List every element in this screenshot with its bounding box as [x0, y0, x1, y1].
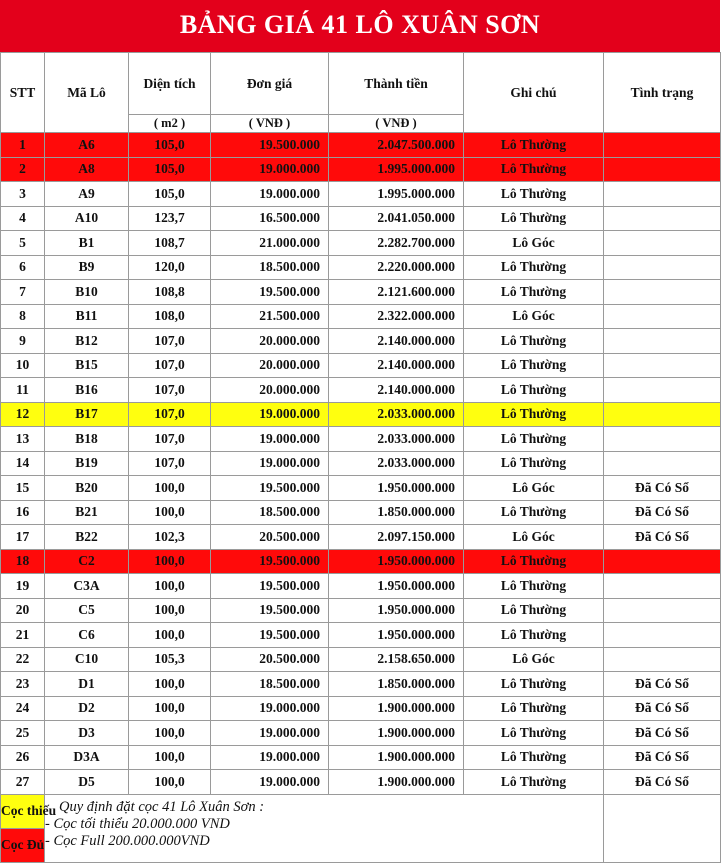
cell-don-gia: 20.000.000: [211, 378, 329, 403]
cell-ghi-chu: Lô Thường: [464, 696, 604, 721]
cell-stt: 11: [1, 378, 45, 403]
cell-ghi-chu: Lô Góc: [464, 231, 604, 256]
cell-don-gia: 16.500.000: [211, 206, 329, 231]
cell-don-gia: 21.000.000: [211, 231, 329, 256]
cell-ma-lo: B21: [45, 500, 129, 525]
cell-don-gia: 19.500.000: [211, 623, 329, 648]
table-row: [1, 476, 721, 501]
cell-ma-lo: C2: [45, 549, 129, 574]
table-row: [1, 182, 721, 207]
cell-dien-tich: 107,0: [129, 329, 211, 354]
cell-tinh-trang: [604, 182, 721, 207]
cell-dien-tich: 100,0: [129, 770, 211, 795]
cell-ghi-chu: Lô Góc: [464, 647, 604, 672]
cell-tinh-trang: [604, 304, 721, 329]
cell-ghi-chu: Lô Thường: [464, 157, 604, 182]
cell-ma-lo: C5: [45, 598, 129, 623]
cell-ghi-chu: Lô Thường: [464, 721, 604, 746]
cell-dien-tich: 120,0: [129, 255, 211, 280]
cell-stt: 25: [1, 721, 45, 746]
table-row: [1, 280, 721, 305]
cell-thanh-tien: 1.950.000.000: [329, 623, 464, 648]
cell-thanh-tien: 1.950.000.000: [329, 476, 464, 501]
cell-stt: 9: [1, 329, 45, 354]
cell-thanh-tien: 1.900.000.000: [329, 745, 464, 770]
table-row: [1, 770, 721, 795]
cell-tinh-trang: [604, 647, 721, 672]
cell-don-gia: 19.500.000: [211, 280, 329, 305]
table-row: [1, 206, 721, 231]
table-row: [1, 133, 721, 158]
cell-stt: 5: [1, 231, 45, 256]
cell-ghi-chu: Lô Góc: [464, 476, 604, 501]
cell-tinh-trang: Đã Có Sổ: [604, 500, 721, 525]
cell-stt: 20: [1, 598, 45, 623]
footer-blank-cell: [604, 794, 721, 862]
header-ghi-chu: Ghi chú: [464, 53, 604, 133]
cell-don-gia: 21.500.000: [211, 304, 329, 329]
cell-thanh-tien: 2.033.000.000: [329, 451, 464, 476]
cell-stt: 7: [1, 280, 45, 305]
cell-don-gia: 19.000.000: [211, 770, 329, 795]
cell-dien-tich: 105,0: [129, 133, 211, 158]
cell-dien-tich: 100,0: [129, 623, 211, 648]
table-row: [1, 304, 721, 329]
cell-ma-lo: A8: [45, 157, 129, 182]
cell-stt: 8: [1, 304, 45, 329]
cell-ma-lo: C6: [45, 623, 129, 648]
cell-tinh-trang: [604, 427, 721, 452]
cell-ma-lo: B12: [45, 329, 129, 354]
cell-ma-lo: B1: [45, 231, 129, 256]
cell-thanh-tien: 2.282.700.000: [329, 231, 464, 256]
table-row: [1, 549, 721, 574]
cell-dien-tich: 100,0: [129, 549, 211, 574]
cell-tinh-trang: [604, 451, 721, 476]
header-thanh-tien: Thành tiền: [329, 53, 464, 115]
header-stt: STT: [1, 53, 45, 133]
cell-ghi-chu: Lô Thường: [464, 378, 604, 403]
cell-ma-lo: C3A: [45, 574, 129, 599]
cell-tinh-trang: [604, 378, 721, 403]
cell-thanh-tien: 1.950.000.000: [329, 598, 464, 623]
cell-tinh-trang: Đã Có Sổ: [604, 770, 721, 795]
cell-dien-tich: 100,0: [129, 721, 211, 746]
cell-tinh-trang: [604, 402, 721, 427]
cell-ghi-chu: Lô Thường: [464, 133, 604, 158]
cell-stt: 6: [1, 255, 45, 280]
cell-don-gia: 20.000.000: [211, 353, 329, 378]
table-row: [1, 500, 721, 525]
cell-stt: 2: [1, 157, 45, 182]
table-row: [1, 329, 721, 354]
cell-thanh-tien: 2.322.000.000: [329, 304, 464, 329]
cell-ma-lo: C10: [45, 647, 129, 672]
cell-thanh-tien: 1.850.000.000: [329, 500, 464, 525]
cell-ma-lo: B9: [45, 255, 129, 280]
cell-dien-tich: 102,3: [129, 525, 211, 550]
cell-stt: 17: [1, 525, 45, 550]
cell-don-gia: 20.500.000: [211, 647, 329, 672]
cell-don-gia: 18.500.000: [211, 500, 329, 525]
table-row: [1, 745, 721, 770]
deposit-note-line: - Cọc Full 200.000.000VND: [45, 832, 210, 849]
cell-tinh-trang: [604, 623, 721, 648]
cell-ghi-chu: Lô Góc: [464, 525, 604, 550]
table-row: [1, 598, 721, 623]
cell-thanh-tien: 1.850.000.000: [329, 672, 464, 697]
cell-ghi-chu: Lô Thường: [464, 623, 604, 648]
cell-don-gia: 19.000.000: [211, 182, 329, 207]
cell-don-gia: 20.500.000: [211, 525, 329, 550]
table-row: [1, 696, 721, 721]
cell-thanh-tien: 2.097.150.000: [329, 525, 464, 550]
table-row: [1, 525, 721, 550]
cell-don-gia: 19.500.000: [211, 133, 329, 158]
cell-ghi-chu: Lô Thường: [464, 427, 604, 452]
cell-ma-lo: B17: [45, 402, 129, 427]
cell-ma-lo: B15: [45, 353, 129, 378]
unit-don-gia: ( VNĐ ): [211, 115, 329, 133]
cell-stt: 22: [1, 647, 45, 672]
cell-stt: 10: [1, 353, 45, 378]
unit-dien-tich: ( m2 ): [129, 115, 211, 133]
header-tinh-trang: Tình trạng: [604, 53, 721, 133]
cell-tinh-trang: [604, 598, 721, 623]
cell-thanh-tien: 1.995.000.000: [329, 182, 464, 207]
cell-don-gia: 19.500.000: [211, 574, 329, 599]
cell-ma-lo: B16: [45, 378, 129, 403]
cell-ma-lo: B19: [45, 451, 129, 476]
cell-dien-tich: 105,3: [129, 647, 211, 672]
cell-ghi-chu: Lô Thường: [464, 500, 604, 525]
cell-don-gia: 19.000.000: [211, 157, 329, 182]
cell-ma-lo: D3: [45, 721, 129, 746]
table-row: [1, 255, 721, 280]
cell-ma-lo: D1: [45, 672, 129, 697]
cell-dien-tich: 105,0: [129, 157, 211, 182]
unit-thanh-tien: ( VNĐ ): [329, 115, 464, 133]
cell-ghi-chu: Lô Thường: [464, 329, 604, 354]
cell-stt: 26: [1, 745, 45, 770]
cell-don-gia: 20.000.000: [211, 329, 329, 354]
cell-tinh-trang: Đã Có Sổ: [604, 745, 721, 770]
cell-ma-lo: D5: [45, 770, 129, 795]
cell-thanh-tien: 2.220.000.000: [329, 255, 464, 280]
deposit-note-line: Quy định đặt cọc 41 Lô Xuân Sơn :: [59, 798, 265, 815]
cell-dien-tich: 108,0: [129, 304, 211, 329]
cell-ma-lo: A6: [45, 133, 129, 158]
cell-dien-tich: 107,0: [129, 402, 211, 427]
cell-dien-tich: 107,0: [129, 427, 211, 452]
cell-ghi-chu: Lô Thường: [464, 574, 604, 599]
cell-tinh-trang: [604, 549, 721, 574]
cell-tinh-trang: Đã Có Sổ: [604, 672, 721, 697]
cell-ghi-chu: Lô Thường: [464, 280, 604, 305]
table-row: [1, 451, 721, 476]
cell-stt: 21: [1, 623, 45, 648]
cell-don-gia: 19.500.000: [211, 476, 329, 501]
cell-dien-tich: 123,7: [129, 206, 211, 231]
cell-ghi-chu: Lô Thường: [464, 549, 604, 574]
cell-dien-tich: 107,0: [129, 353, 211, 378]
cell-ghi-chu: Lô Thường: [464, 451, 604, 476]
price-table: [0, 52, 721, 863]
cell-ghi-chu: Lô Thường: [464, 672, 604, 697]
table-row: [1, 427, 721, 452]
cell-thanh-tien: 1.950.000.000: [329, 574, 464, 599]
cell-thanh-tien: 1.900.000.000: [329, 696, 464, 721]
cell-tinh-trang: Đã Có Sổ: [604, 696, 721, 721]
cell-thanh-tien: 2.158.650.000: [329, 647, 464, 672]
cell-stt: 18: [1, 549, 45, 574]
cell-dien-tich: 100,0: [129, 745, 211, 770]
cell-stt: 12: [1, 402, 45, 427]
cell-ghi-chu: Lô Thường: [464, 598, 604, 623]
page-title: BẢNG GIÁ 41 LÔ XUÂN SƠN: [0, 0, 720, 52]
cell-stt: 15: [1, 476, 45, 501]
table-row: [1, 647, 721, 672]
table-row: [1, 574, 721, 599]
cell-thanh-tien: 2.041.050.000: [329, 206, 464, 231]
cell-ma-lo: B22: [45, 525, 129, 550]
cell-ghi-chu: Lô Thường: [464, 402, 604, 427]
cell-dien-tich: 107,0: [129, 451, 211, 476]
cell-ghi-chu: Lô Thường: [464, 745, 604, 770]
table-row: [1, 721, 721, 746]
cell-thanh-tien: 2.140.000.000: [329, 329, 464, 354]
cell-stt: 14: [1, 451, 45, 476]
cell-ma-lo: B11: [45, 304, 129, 329]
cell-don-gia: 18.500.000: [211, 672, 329, 697]
cell-don-gia: 19.500.000: [211, 598, 329, 623]
table-row: [1, 402, 721, 427]
cell-stt: 1: [1, 133, 45, 158]
cell-thanh-tien: 1.950.000.000: [329, 549, 464, 574]
cell-dien-tich: 100,0: [129, 672, 211, 697]
cell-tinh-trang: [604, 157, 721, 182]
cell-dien-tich: 100,0: [129, 476, 211, 501]
cell-dien-tich: 100,0: [129, 500, 211, 525]
deposit-note: [45, 794, 604, 862]
header-don-gia: Đơn giá: [211, 53, 329, 115]
cell-stt: 19: [1, 574, 45, 599]
cell-dien-tich: 107,0: [129, 378, 211, 403]
cell-stt: 3: [1, 182, 45, 207]
cell-thanh-tien: 2.033.000.000: [329, 427, 464, 452]
cell-don-gia: 18.500.000: [211, 255, 329, 280]
cell-tinh-trang: [604, 574, 721, 599]
cell-tinh-trang: Đã Có Sổ: [604, 721, 721, 746]
cell-don-gia: 19.000.000: [211, 402, 329, 427]
cell-ghi-chu: Lô Thường: [464, 770, 604, 795]
table-row: [1, 378, 721, 403]
cell-dien-tich: 100,0: [129, 574, 211, 599]
cell-thanh-tien: 2.140.000.000: [329, 378, 464, 403]
cell-ghi-chu: Lô Thường: [464, 255, 604, 280]
cell-tinh-trang: [604, 280, 721, 305]
cell-tinh-trang: Đã Có Sổ: [604, 476, 721, 501]
cell-dien-tich: 100,0: [129, 696, 211, 721]
cell-tinh-trang: [604, 353, 721, 378]
cell-thanh-tien: 2.121.600.000: [329, 280, 464, 305]
cell-thanh-tien: 2.047.500.000: [329, 133, 464, 158]
cell-stt: 23: [1, 672, 45, 697]
cell-ghi-chu: Lô Thường: [464, 206, 604, 231]
cell-stt: 4: [1, 206, 45, 231]
cell-stt: 13: [1, 427, 45, 452]
cell-tinh-trang: [604, 255, 721, 280]
cell-ma-lo: B20: [45, 476, 129, 501]
cell-ma-lo: D3A: [45, 745, 129, 770]
cell-tinh-trang: [604, 133, 721, 158]
cell-ma-lo: A9: [45, 182, 129, 207]
cell-stt: 27: [1, 770, 45, 795]
cell-don-gia: 19.000.000: [211, 427, 329, 452]
cell-don-gia: 19.500.000: [211, 549, 329, 574]
cell-don-gia: 19.000.000: [211, 721, 329, 746]
coc-du-label: Cọc Đủ: [1, 828, 45, 862]
cell-ghi-chu: Lô Thường: [464, 353, 604, 378]
cell-don-gia: 19.000.000: [211, 745, 329, 770]
cell-don-gia: 19.000.000: [211, 451, 329, 476]
cell-ghi-chu: Lô Thường: [464, 182, 604, 207]
cell-tinh-trang: Đã Có Sổ: [604, 525, 721, 550]
cell-thanh-tien: 2.033.000.000: [329, 402, 464, 427]
cell-dien-tich: 105,0: [129, 182, 211, 207]
cell-thanh-tien: 2.140.000.000: [329, 353, 464, 378]
table-row: [1, 231, 721, 256]
cell-ma-lo: B18: [45, 427, 129, 452]
cell-thanh-tien: 1.900.000.000: [329, 770, 464, 795]
header-dien-tich: Diện tích: [129, 53, 211, 115]
coc-thieu-label: Cọc thiếu: [1, 794, 45, 828]
cell-dien-tich: 108,7: [129, 231, 211, 256]
cell-dien-tich: 100,0: [129, 598, 211, 623]
cell-ma-lo: B10: [45, 280, 129, 305]
table-body: [1, 133, 721, 795]
cell-thanh-tien: 1.995.000.000: [329, 157, 464, 182]
cell-dien-tich: 108,8: [129, 280, 211, 305]
cell-ma-lo: D2: [45, 696, 129, 721]
cell-ghi-chu: Lô Góc: [464, 304, 604, 329]
cell-tinh-trang: [604, 206, 721, 231]
table-row: [1, 623, 721, 648]
cell-ma-lo: A10: [45, 206, 129, 231]
table-row: [1, 672, 721, 697]
cell-thanh-tien: 1.900.000.000: [329, 721, 464, 746]
cell-stt: 16: [1, 500, 45, 525]
cell-don-gia: 19.000.000: [211, 696, 329, 721]
cell-tinh-trang: [604, 329, 721, 354]
table-row: [1, 353, 721, 378]
header-ma-lo: Mã Lô: [45, 53, 129, 133]
cell-stt: 24: [1, 696, 45, 721]
table-row: [1, 157, 721, 182]
deposit-note-line: - Cọc tối thiểu 20.000.000 VND: [45, 815, 230, 832]
cell-tinh-trang: [604, 231, 721, 256]
